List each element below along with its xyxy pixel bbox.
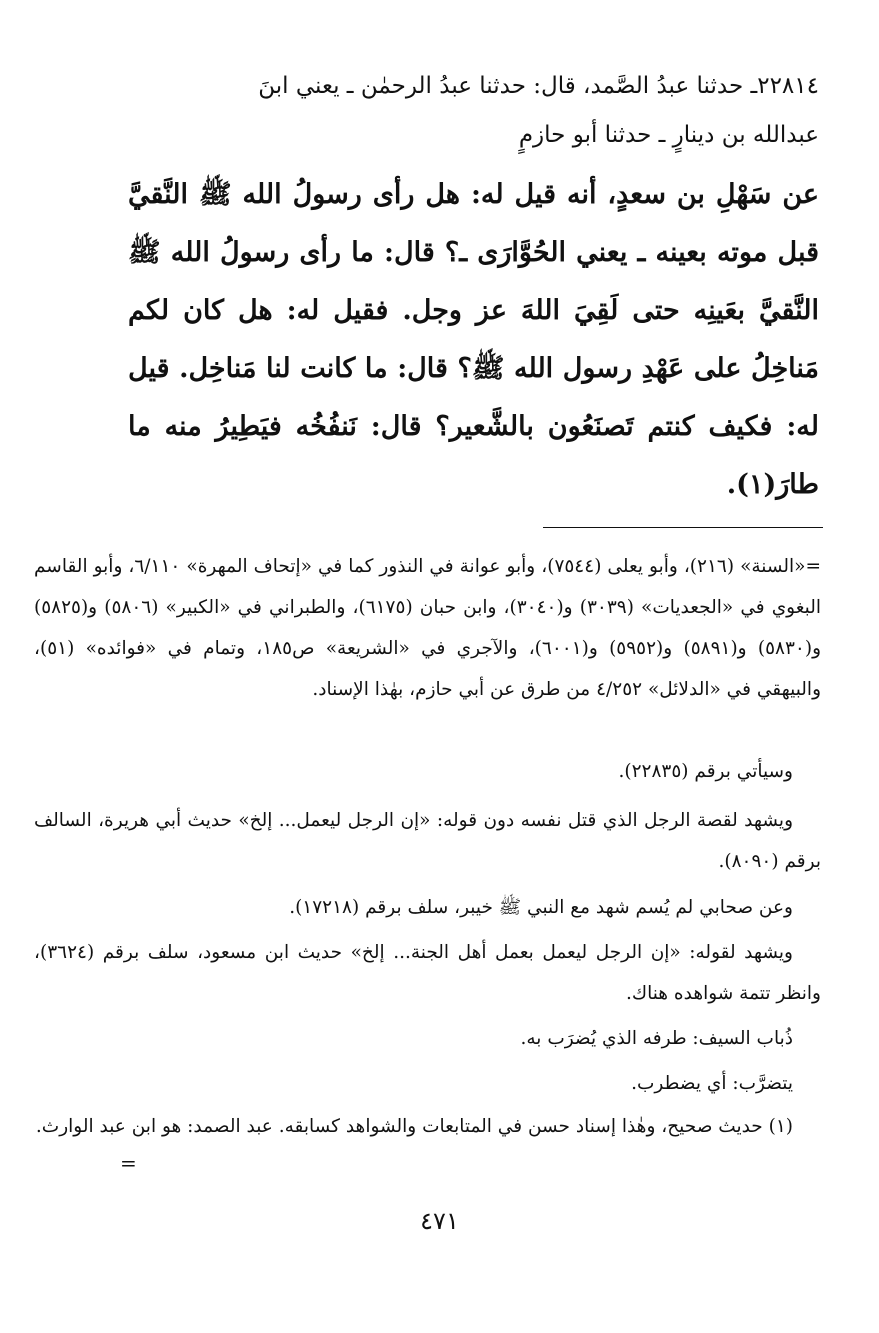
footnote-1: (١) حديث صحيح، وهٰذا إسناد حسن في المتابعات والشواهد كسابقه. عبد الصمد: هو ابن عبد الوارث.: [35, 1116, 793, 1137]
footnote-shahid-2: ويشهد لقوله: «إن الرجل ليعمل بعمل أهل الجنة... إلخ» حديث ابن مسعود، سلف برقم (٣٦٢٤)، وانظر تتمة شواهده هناك.: [34, 942, 821, 1004]
continuation-mark: =: [120, 1151, 137, 1175]
footnote-yatadarrab: يتضرَّب: أي يضطرب.: [631, 1073, 793, 1094]
footnote-separator: [543, 527, 823, 528]
footnote-sayati: وسيأتي برقم (٢٢٨٣٥).: [618, 761, 793, 782]
page-number: ٤٧١: [420, 1207, 459, 1235]
footnote-dhubab: ذُباب السيف: طرفه الذي يُضرَب به.: [520, 1028, 793, 1049]
footnote-takhrij: =«السنة» (٢١٦)، وأبو يعلى (٧٥٤٤)، وأبو عوانة في النذور كما في «إتحاف المهرة» ٦/١١٠، وأبو القاسم البغوي في «الجعديات» (٣٠٣٩) و(٣٠٤٠)، وابن حبان (٦١٧٥)، والطبراني في «الكبير» (٥٨٠٦) و(٥٨٢٥) و(٥٨٣٠) و(٥٨٩١) و(٥٩٥٢) و(٦٠٠١)، والآجري في «الشريعة» ص١٨٥، وتمام في «فوائده» (٥١)، والبيهقي في «الدلائل» ٤/٢٥٢ من طرق عن أبي حازم، بهٰذا الإسناد.: [34, 556, 822, 700]
footnote-shahid-1: ويشهد لقصة الرجل الذي قتل نفسه دون قوله: «إن الرجل ليعمل... إلخ» حديث أبي هريرة، السالف برقم (٨٠٩٠).: [34, 810, 821, 872]
isnad-line-2: عبدالله بن دينارٍ ـ حدثنا أبو حازمٍ: [518, 122, 819, 148]
hadith-matn: عن سَهْلِ بن سعدٍ، أنه قيل له: هل رأى رسولُ الله ﷺ النَّقيَّ قبل موته بعينه ـ يعني الحُوَّارَى ـ؟ قال: ما رأى رسولُ الله ﷺ النَّقيَّ بعَينِه حتى لَقِيَ اللهَ عز وجل. فقيل له: هل كان لكم مَناخِلُ على عَهْدِ رسول الله ﷺ؟ قال: ما كانت لنا مَناخِل. قيل له: فكيف كنتم تَصنَعُون بالشَّعير؟ قال: نَنفُخُه فيَطِيرُ منه ما طارَ(١).: [128, 179, 819, 500]
hadith-isnad: [128, 62, 819, 160]
isnad-line-1: ٢٢٨١٤ـ حدثنا عبدُ الصَّمد، قال: حدثنا عبدُ الرحمٰن ـ يعني ابنَ: [258, 73, 819, 99]
footnote-sahabi: وعن صحابي لم يُسم شهد مع النبي ﷺ خيبر، سلف برقم (١٧٢١٨).: [289, 897, 793, 918]
